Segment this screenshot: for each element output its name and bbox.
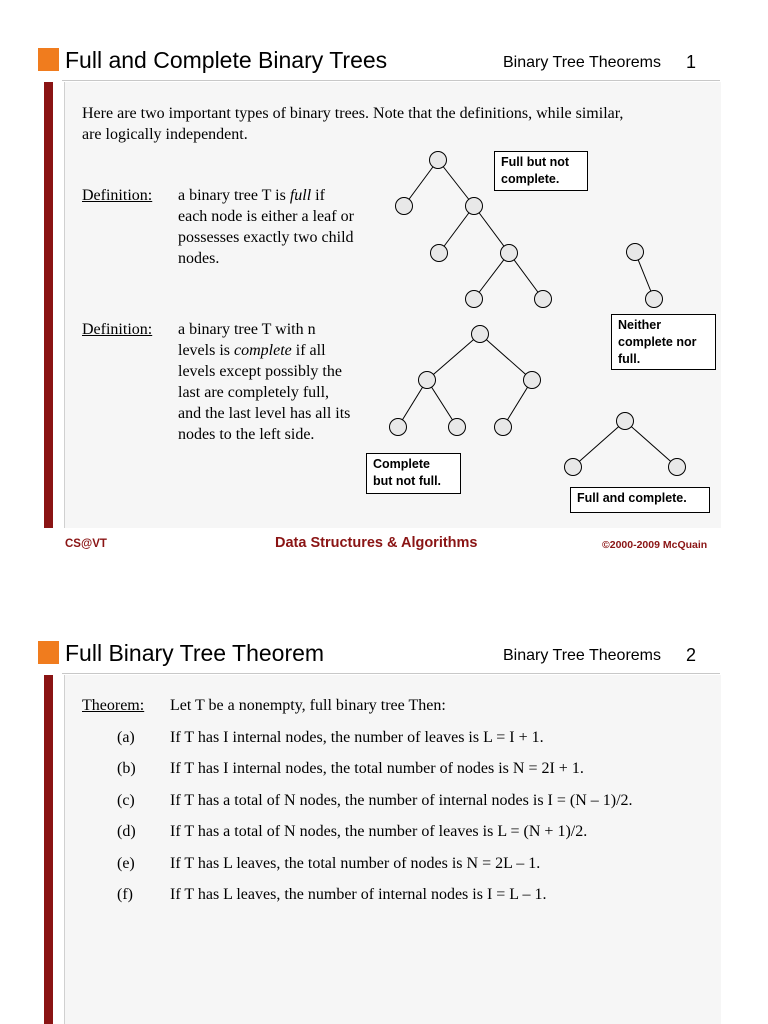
definition-full-line-1: a binary tree T is full if	[178, 187, 325, 204]
item-text: If T has a total of N nodes, the number of internal nodes is I = (N – 1)/2.	[170, 792, 633, 809]
item-text: If T has L leaves, the number of internal nodes is I = L – 1.	[170, 886, 547, 903]
page-number: 1	[686, 52, 697, 72]
title-marker-2	[38, 641, 59, 664]
label-full-and-complete: Full and complete.	[570, 487, 710, 513]
intro-line-1: Here are two important types of binary trees. Note that the definitions, while similar,	[82, 105, 624, 122]
item-label: (d)	[117, 823, 136, 840]
theorem-statement: Let T be a nonempty, full binary tree Then:	[170, 697, 446, 714]
footer-org: CS@VT	[65, 538, 107, 550]
item-text: If T has L leaves, the total number of nodes is N = 2L – 1.	[170, 855, 541, 872]
theorem-label: Theorem:	[82, 697, 145, 714]
term-full: full	[289, 187, 312, 204]
definition-complete-line-2: levels is complete if all	[178, 342, 326, 359]
tree-full-and-complete	[565, 413, 686, 476]
item-text: If T has a total of N nodes, the number of leaves is L = (N + 1)/2.	[170, 823, 588, 840]
definition-full-line-4: nodes.	[178, 250, 220, 267]
definition-full-line-3: possesses exactly two child	[178, 229, 354, 246]
definition-label-complete: Definition:	[82, 321, 153, 338]
term-complete: complete	[234, 342, 292, 359]
definition-complete-line-6: nodes to the left side.	[178, 426, 315, 443]
slide-title: Full and Complete Binary Trees	[65, 47, 388, 73]
item-label: (b)	[117, 760, 136, 777]
definition-complete-line-5: and the last level has all its	[178, 405, 351, 422]
item-text: If T has I internal nodes, the total number of nodes is N = 2I + 1.	[170, 760, 584, 777]
label-full-not-complete: Full but not complete.	[494, 151, 588, 191]
definition-complete-line-3: levels except possibly the	[178, 363, 342, 380]
page-number-2: 2	[686, 645, 697, 665]
section-label: Binary Tree Theorems	[503, 54, 661, 71]
footer-course: Data Structures & Algorithms	[275, 535, 478, 551]
item-label: (e)	[117, 855, 135, 872]
definition-full-line-2: each node is either a leaf or	[178, 208, 354, 225]
intro-line-2: are logically independent.	[82, 126, 248, 143]
section-label-2: Binary Tree Theorems	[503, 647, 661, 664]
label-complete-not-full: Complete but not full.	[366, 453, 461, 494]
item-text: If T has I internal nodes, the number of leaves is L = I + 1.	[170, 729, 544, 746]
item-label: (a)	[117, 729, 135, 746]
definition-label-full: Definition:	[82, 187, 153, 204]
slide-title-2: Full Binary Tree Theorem	[65, 640, 325, 666]
title-rule-2	[62, 673, 720, 674]
item-label: (c)	[117, 792, 135, 809]
definition-complete-line-1: a binary tree T with n	[178, 321, 316, 338]
definition-complete-line-4: last are completely full,	[178, 384, 330, 401]
label-neither: Neither complete nor full.	[611, 314, 716, 370]
tree-neither	[627, 244, 663, 308]
left-accent-bar-2	[44, 675, 53, 1024]
footer-copyright: ©2000-2009 McQuain	[602, 539, 708, 551]
tree-complete-not-full	[390, 326, 541, 436]
item-label: (f)	[117, 886, 133, 903]
content-panel-2	[64, 675, 721, 1024]
